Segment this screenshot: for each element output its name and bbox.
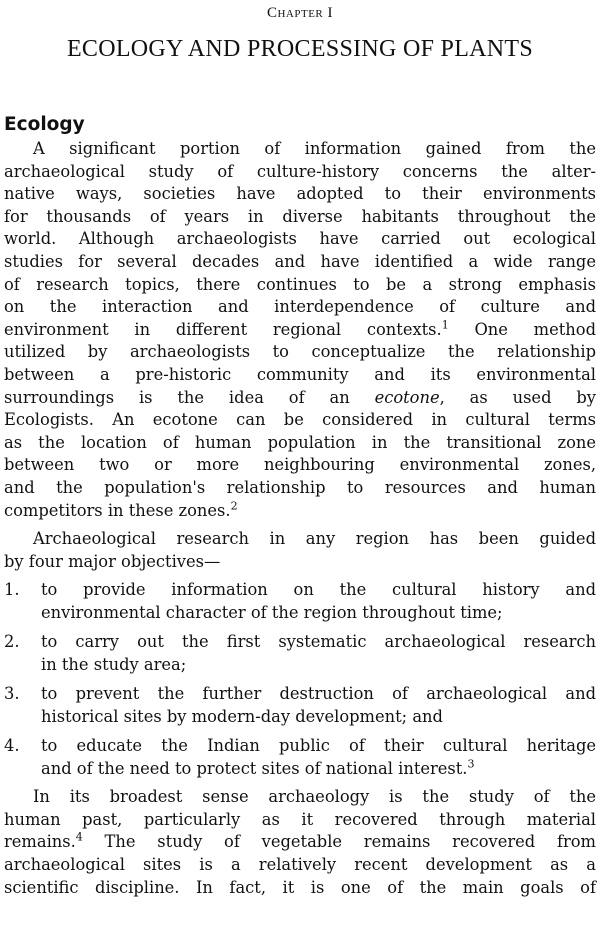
- text-fragment: competitors in these zones.: [4, 500, 231, 520]
- paragraph-ecology: [4, 138, 596, 522]
- list-number: 1.: [4, 580, 20, 600]
- list-text: [41, 734, 596, 780]
- list-number: 4.: [4, 736, 20, 756]
- text-fragment: , as used by: [439, 387, 596, 407]
- text-line: archaeological study of culture-history concerns the alter-: [4, 161, 596, 181]
- text-line: to carry out the first systematic archaeological research: [41, 632, 596, 652]
- list-number: 2.: [4, 632, 20, 652]
- section-heading: Ecology: [4, 114, 85, 135]
- list-item: [4, 578, 596, 624]
- footnote-ref-2: 2: [230, 499, 238, 513]
- emphasis-ecotone: ecotone: [374, 387, 440, 407]
- text-line: native ways, societies have adopted to their environments: [4, 184, 596, 204]
- objectives-list: [4, 578, 596, 780]
- footnote-ref-4: 4: [75, 831, 83, 845]
- footnote-ref-3: 3: [467, 757, 475, 771]
- list-item: [4, 734, 596, 780]
- text-line: historical sites by modern-day development; and: [41, 707, 443, 727]
- text-line: Ecologists. An ecotone can be considered in cultural terms: [4, 410, 596, 430]
- text-line: In its broadest sense archaeology is the study of the: [33, 787, 596, 807]
- footnote-ref-1: 1: [441, 318, 449, 332]
- text-line: to educate the Indian public of their cultural heritage: [41, 736, 596, 756]
- chapter-title: ECOLOGY AND PROCESSING OF PLANTS: [66, 36, 534, 62]
- text-line: as the location of human population in the transitional zone: [4, 432, 596, 452]
- text-fragment: environment in different regional contexts.: [4, 319, 442, 339]
- paragraph-objectives-intro: [4, 528, 596, 573]
- text-line: A significant portion of information gained from the: [33, 139, 596, 158]
- text-line: to provide information on the cultural history and: [41, 580, 596, 600]
- text-fragment: surroundings is the idea of an: [4, 387, 375, 407]
- list-item: [4, 630, 596, 676]
- list-text: [41, 630, 596, 676]
- text-line: to prevent the further destruction of archaeological and: [41, 684, 596, 704]
- paragraph-archaeology: [4, 786, 596, 899]
- text-line: on the interaction and interdependence of culture and: [4, 297, 596, 317]
- text-fragment: The study of vegetable remains recovered from: [82, 832, 596, 852]
- list-text: [41, 682, 596, 728]
- text-line: human past, particularly as it recovered through material: [4, 809, 596, 829]
- text-line: scientific discipline. In fact, it is one of the main goals of: [4, 877, 596, 897]
- text-line: in the study area;: [41, 655, 187, 675]
- text-line: archaeological sites is a relatively recent development as a: [4, 855, 596, 875]
- text-line: studies for several decades and have identified a wide range: [4, 251, 596, 271]
- text-fragment: and of the need to protect sites of national interest.: [41, 759, 468, 779]
- text-line: for thousands of years in diverse habitants throughout the: [4, 206, 596, 226]
- text-line: [4, 500, 596, 523]
- text-line: [4, 831, 596, 854]
- text-line: utilized by archaeologists to conceptualize the relationship: [4, 342, 596, 362]
- chapter-label: Chapter I: [266, 5, 334, 21]
- text-line: [41, 757, 596, 780]
- text-fragment: remains.: [4, 832, 76, 852]
- text-line: [4, 387, 596, 410]
- text-line: by four major objectives—: [4, 551, 221, 571]
- text-line: between a pre-historic community and its environmental: [4, 364, 596, 384]
- text-line: environmental character of the region throughout time;: [41, 603, 503, 623]
- text-line: [4, 319, 596, 342]
- list-text: [41, 578, 596, 624]
- list-number: 3.: [4, 684, 20, 704]
- text-line: world. Although archaeologists have carried out ecological: [4, 229, 596, 249]
- text-line: of research topics, there continues to be a strong emphasis: [4, 274, 596, 294]
- list-item: [4, 682, 596, 728]
- text-fragment: One method: [448, 319, 596, 339]
- text-line: Archaeological research in any region has been guided: [33, 529, 596, 549]
- text-line: between two or more neighbouring environmental zones,: [4, 455, 596, 475]
- text-line: and the population's relationship to resources and human: [4, 477, 596, 497]
